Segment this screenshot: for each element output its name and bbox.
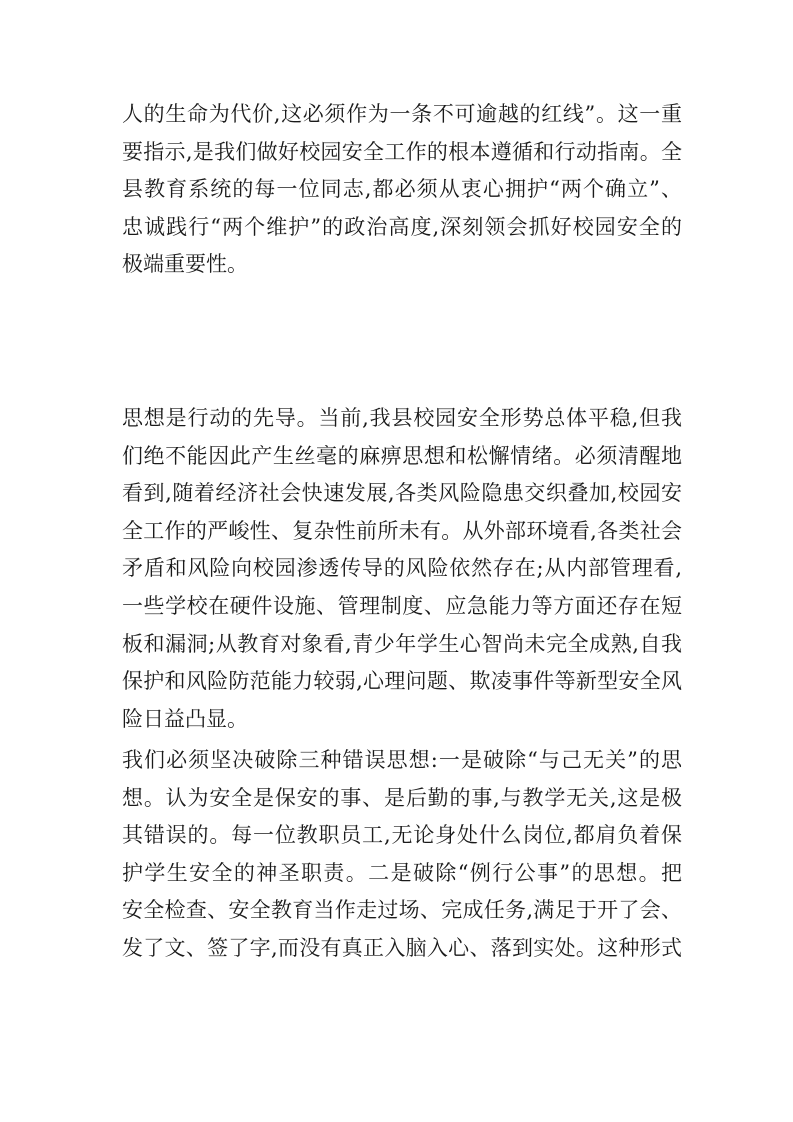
paragraph-line: 保护和风险防范能力较弱,心理问题、欺凌事件等新型安全风 xyxy=(122,669,682,694)
paragraph-line: 我们必须坚决破除三种错误思想:一是破除“与己无关”的思 xyxy=(122,748,682,772)
paragraph-2 xyxy=(122,400,682,738)
paragraph-line: 人的生命为代价,这必须作为一条不可逾越的红线”。这一重 xyxy=(122,102,682,126)
paragraph-line: 忠诚践行“两个维护”的政治高度,深刻领会抓好校园安全的 xyxy=(122,214,682,239)
paragraph-line: 一些学校在硬件设施、管理制度、应急能力等方面还存在短 xyxy=(122,593,682,618)
paragraph-line: 县教育系统的每一位同志,都必须从衷心拥护“两个确立”、 xyxy=(122,177,682,202)
paragraph-line: 思想是行动的先导。当前,我县校园安全形势总体平稳,但我 xyxy=(122,406,682,430)
paragraph-line: 们绝不能因此产生丝毫的麻痹思想和松懈情绪。必须清醒地 xyxy=(122,443,682,468)
paragraph-line: 其错误的。每一位教职员工,无论身处什么岗位,都肩负着保 xyxy=(122,823,682,848)
paragraph-line: 全工作的严峻性、复杂性前所未有。从外部环境看,各类社会 xyxy=(122,518,682,543)
paragraph-line: 想。认为安全是保安的事、是后勤的事,与教学无关,这是极 xyxy=(122,785,682,810)
paragraph-line: 极端重要性。 xyxy=(122,252,248,277)
paragraph-line: 要指示,是我们做好校园安全工作的根本遵循和行动指南。全 xyxy=(122,139,682,164)
paragraph-line: 板和漏洞;从教育对象看,青少年学生心智尚未完全成熟,自我 xyxy=(122,631,682,656)
paragraph-line: 险日益凸显。 xyxy=(122,706,248,731)
paragraph-line: 看到,随着经济社会快速发展,各类风险隐患交织叠加,校园安 xyxy=(122,481,682,506)
paragraph-1 xyxy=(122,96,682,284)
paragraph-3 xyxy=(122,742,682,968)
paragraph-line: 护学生安全的神圣职责。二是破除“例行公事”的思想。把 xyxy=(122,860,682,885)
paragraph-line: 发了文、签了字,而没有真正入脑入心、落到实处。这种形式 xyxy=(122,935,682,960)
paragraph-line: 安全检查、安全教育当作走过场、完成任务,满足于开了会、 xyxy=(122,898,682,923)
paragraph-line: 矛盾和风险向校园渗透传导的风险依然存在;从内部管理看, xyxy=(122,556,682,581)
